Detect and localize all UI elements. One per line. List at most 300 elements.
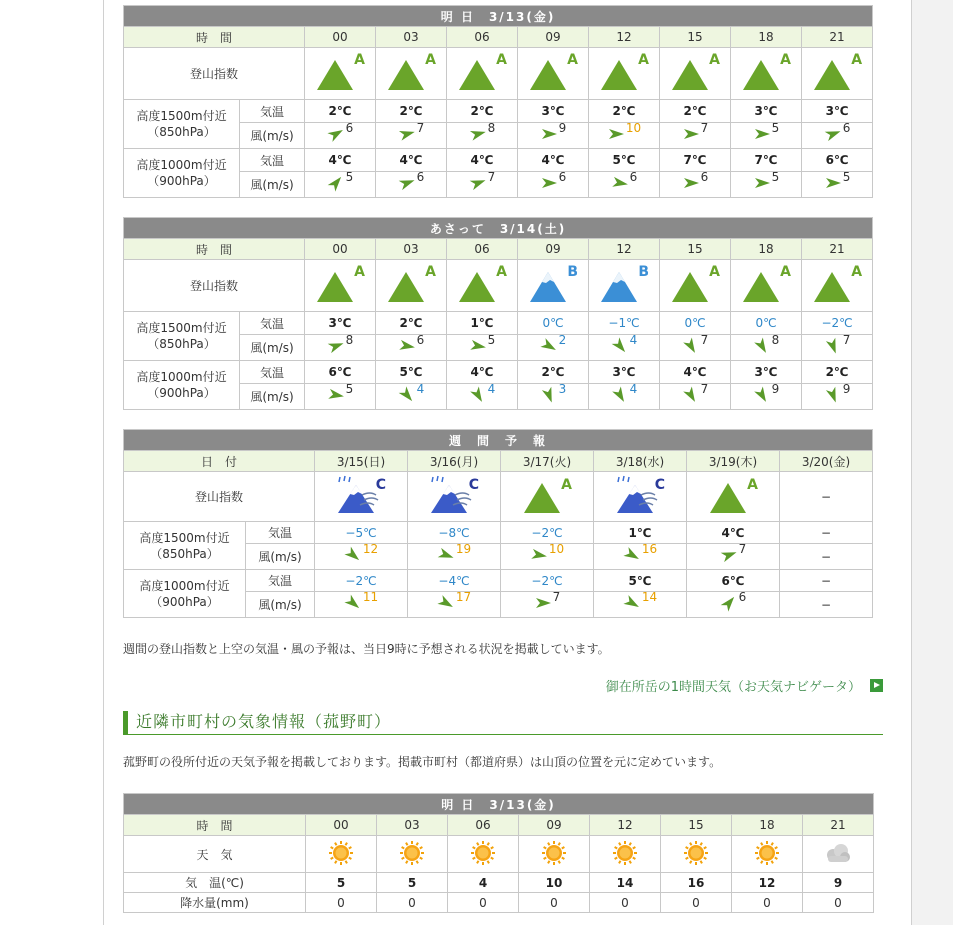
- wind-cell: [589, 172, 660, 198]
- wind-arrow-icon: [437, 594, 455, 612]
- time-cell: 09: [518, 27, 589, 48]
- time-cell: 00: [305, 239, 376, 260]
- time-cell: 12: [589, 239, 660, 260]
- altitude-label-line2: （850hPa）: [147, 125, 216, 139]
- wind-arrow-icon: [611, 174, 629, 192]
- index-row: [124, 48, 873, 100]
- wind-speed: 6: [345, 121, 354, 135]
- wind-value: [437, 590, 472, 612]
- wind-speed: 5: [345, 170, 354, 184]
- temp-1000-row: [124, 361, 873, 384]
- index-grade: B: [638, 264, 649, 280]
- wind-cell: [589, 123, 660, 149]
- wind-cell: [447, 123, 518, 149]
- temp-label: 気温: [246, 522, 315, 544]
- climbing-index: [315, 52, 365, 95]
- wind-speed: 6: [558, 170, 567, 184]
- wind-arrow-icon: [623, 546, 641, 564]
- wind-arrow-icon: [824, 337, 842, 355]
- wind-arrow-icon: [398, 337, 416, 355]
- wind-speed: 7: [738, 542, 747, 556]
- temp-cell: 5: [306, 873, 377, 893]
- time-cell: 09: [518, 239, 589, 260]
- wind-label: 風(m/s): [240, 172, 305, 198]
- wind-speed: 5: [487, 333, 496, 347]
- wind-value: [327, 121, 354, 143]
- wind-cell: [501, 544, 594, 570]
- index-cell: [447, 260, 518, 312]
- index-cell: [687, 472, 780, 522]
- wind-arrow-icon: [469, 337, 487, 355]
- climbing-index: [670, 52, 720, 95]
- altitude-label-line1: 高度1000m付近: [136, 158, 227, 172]
- temp-cell: 5: [377, 873, 448, 893]
- wind-cell: [802, 384, 873, 410]
- wind-value: [720, 542, 747, 564]
- wind-cell: [660, 172, 731, 198]
- temp-cell: 2℃: [447, 100, 518, 123]
- wind-label: 風(m/s): [246, 592, 315, 618]
- temp-cell: 2℃: [376, 312, 447, 335]
- time-label: 時 間: [124, 27, 305, 48]
- wind-value: [398, 333, 425, 355]
- temp-cell: −5℃: [315, 522, 408, 544]
- temp-cell: −2℃: [315, 570, 408, 592]
- wind-arrow-icon: [469, 174, 487, 192]
- altitude-label-line2: （850hPa）: [147, 337, 216, 351]
- temp-cell: 3℃: [802, 100, 873, 123]
- date-label: 日 付: [124, 451, 315, 472]
- index-row: [124, 472, 873, 522]
- wind-speed: 7: [700, 121, 709, 135]
- temp-1500-row: [124, 522, 873, 544]
- wind-value: [682, 382, 709, 404]
- temp-cell: 3℃: [589, 361, 660, 384]
- sun-icon: [753, 839, 781, 867]
- wind-speed: 8: [487, 121, 496, 135]
- wind-speed: 7: [700, 333, 709, 347]
- climbing-index: [741, 264, 791, 307]
- index-cell: [731, 48, 802, 100]
- index-grade: A: [638, 52, 649, 68]
- wind-cell: [594, 544, 687, 570]
- temp-cell: 4℃: [305, 149, 376, 172]
- wind-cell: [687, 592, 780, 618]
- wind-cell: [518, 123, 589, 149]
- sun-icon: [611, 839, 639, 867]
- table-title: 明 日 3/13(金): [124, 794, 874, 815]
- rain-cell: 0: [732, 893, 803, 913]
- climbing-index: [528, 52, 578, 95]
- temp-label: 気温: [246, 570, 315, 592]
- wind-label: 風(m/s): [246, 544, 315, 570]
- wind-arrow-icon: [469, 386, 487, 404]
- temp-cell: 5℃: [589, 149, 660, 172]
- rain-cell: 0: [803, 893, 874, 913]
- wind-value: [327, 333, 354, 355]
- temp-cell: 4℃: [376, 149, 447, 172]
- altitude-label-line1: 高度1000m付近: [139, 578, 230, 593]
- index-grade: A: [567, 52, 578, 68]
- index-grade: C: [375, 477, 386, 493]
- temp-label: 気温: [240, 100, 305, 123]
- climbing-index: [741, 52, 791, 95]
- temp-cell: 2℃: [589, 100, 660, 123]
- wind-cell: [305, 384, 376, 410]
- weather-cell: [448, 836, 519, 873]
- rain-cell: 0: [519, 893, 590, 913]
- temp-cell: 6℃: [305, 361, 376, 384]
- wind-cell: [687, 544, 780, 570]
- wind-cell: −: [780, 592, 873, 618]
- index-cell: [518, 48, 589, 100]
- wind-cell: [315, 544, 408, 570]
- wind-arrow-icon: [682, 174, 700, 192]
- weather-cell: [519, 836, 590, 873]
- wind-cell: [305, 123, 376, 149]
- wind-value: [437, 542, 472, 564]
- wind-arrow-icon: [469, 125, 487, 143]
- wind-cell: [802, 123, 873, 149]
- temp-cell: 4℃: [447, 361, 518, 384]
- wind-arrow-icon: [540, 125, 558, 143]
- sun-icon: [682, 839, 710, 867]
- temp-cell: −1℃: [589, 312, 660, 335]
- wind-label: 風(m/s): [240, 384, 305, 410]
- wind-value: [623, 590, 658, 612]
- town-forecast-table: [123, 793, 874, 913]
- wind-value: [824, 170, 851, 192]
- wind-arrow-icon: [437, 546, 455, 564]
- wind-cell: [731, 335, 802, 361]
- wind-speed: 11: [362, 590, 379, 604]
- temp-1500-row: [124, 312, 873, 335]
- wind-speed: 8: [345, 333, 354, 347]
- wind-cell: [518, 384, 589, 410]
- left-divider: [103, 0, 104, 925]
- altitude-label-line2: （850hPa）: [150, 546, 219, 561]
- date-cell: 3/20(金): [780, 451, 873, 472]
- weather-cell: [661, 836, 732, 873]
- wind-arrow-icon: [398, 125, 416, 143]
- wind-label: 風(m/s): [240, 123, 305, 149]
- climbing-index: [457, 52, 507, 95]
- cloud-icon: [824, 839, 852, 867]
- climbing-index: [386, 264, 436, 307]
- wind-cell: [408, 592, 501, 618]
- wind-speed: 9: [842, 382, 851, 396]
- wind-arrow-icon: [753, 174, 771, 192]
- altitude-label-line2: （900hPa）: [147, 386, 216, 400]
- time-cell: 09: [519, 815, 590, 836]
- index-grade: A: [354, 52, 365, 68]
- index-cell: [501, 472, 594, 522]
- wind-speed: 9: [771, 382, 780, 396]
- wind-value: [753, 121, 780, 143]
- day-after-forecast-table: [123, 217, 873, 410]
- wind-arrow-icon: [540, 386, 558, 404]
- wind-cell: −: [780, 544, 873, 570]
- wind-arrow-icon: [327, 386, 345, 404]
- time-cell: 15: [661, 815, 732, 836]
- wind-value: [534, 590, 561, 612]
- time-cell: 03: [376, 239, 447, 260]
- wind-arrow-icon: [327, 337, 345, 355]
- temp-label: 気温: [240, 312, 305, 335]
- temp-cell: 2℃: [305, 100, 376, 123]
- section-description: 菰野町の役所付近の天気予報を掲載しております。掲載市町村（都道府県）は山頂の位置を元に定めています。: [123, 755, 722, 769]
- climbing-index: [386, 52, 436, 95]
- wind-cell: [376, 123, 447, 149]
- wind-value: [682, 170, 709, 192]
- wind-value: [540, 382, 567, 404]
- temp-cell: 2℃: [802, 361, 873, 384]
- altitude-label-line1: 高度1500m付近: [136, 321, 227, 335]
- index-grade: A: [354, 264, 365, 280]
- wind-speed: 17: [455, 590, 472, 604]
- altitude-1000-label: [124, 570, 246, 618]
- time-cell: 00: [306, 815, 377, 836]
- wind-arrow-icon: [682, 125, 700, 143]
- wind-cell: [305, 172, 376, 198]
- hourly-weather-link-text[interactable]: 御在所岳の1時間天気（お天気ナビゲータ）: [605, 680, 861, 695]
- temp-cell: −2℃: [501, 570, 594, 592]
- rain-cell: 0: [306, 893, 377, 913]
- weekly-forecast-table: [123, 429, 873, 618]
- weather-row: [124, 836, 874, 873]
- wind-cell: [660, 384, 731, 410]
- temp-cell: 3℃: [731, 100, 802, 123]
- index-label: 登山指数: [124, 260, 305, 312]
- time-cell: 18: [732, 815, 803, 836]
- wind-value: [540, 333, 567, 355]
- wind-speed: 6: [416, 333, 425, 347]
- altitude-1500-label: [124, 312, 240, 361]
- altitude-1500-label: [124, 100, 240, 149]
- play-arrow-icon[interactable]: [870, 679, 883, 692]
- temp-cell: 7℃: [660, 149, 731, 172]
- wind-speed: 2: [558, 333, 567, 347]
- time-cell: 15: [660, 27, 731, 48]
- climbing-index: [457, 264, 507, 307]
- time-label: 時 間: [124, 239, 305, 260]
- wind-arrow-icon: [611, 337, 629, 355]
- wind-cell: [731, 123, 802, 149]
- table-title: あさって 3/14(土): [124, 218, 873, 239]
- wind-value: [611, 333, 638, 355]
- index-cell: [731, 260, 802, 312]
- temp-cell: 0℃: [518, 312, 589, 335]
- temp-cell: 9: [803, 873, 874, 893]
- wind-arrow-icon: [540, 337, 558, 355]
- wind-speed: 5: [771, 170, 780, 184]
- index-cell: [660, 260, 731, 312]
- wind-value: [327, 170, 354, 192]
- wind-arrow-icon: [682, 337, 700, 355]
- altitude-1500-label: [124, 522, 246, 570]
- temp-label: 気温: [240, 361, 305, 384]
- weather-label: 天 気: [124, 836, 306, 873]
- time-cell: 18: [731, 239, 802, 260]
- wind-arrow-icon: [824, 386, 842, 404]
- wind-speed: 10: [548, 542, 565, 556]
- wind-value: [469, 121, 496, 143]
- wind-value: [611, 382, 638, 404]
- climbing-index: [708, 475, 758, 518]
- wind-speed: 12: [362, 542, 379, 556]
- temp-cell: 3℃: [518, 100, 589, 123]
- wind-arrow-icon: [682, 386, 700, 404]
- temp-label: 気温: [240, 149, 305, 172]
- index-grade: C: [468, 477, 479, 493]
- time-cell: 06: [447, 239, 518, 260]
- temp-cell: 4℃: [518, 149, 589, 172]
- wind-arrow-icon: [753, 386, 771, 404]
- time-cell: 18: [731, 27, 802, 48]
- wind-arrow-icon: [753, 125, 771, 143]
- wind-speed: 5: [345, 382, 354, 396]
- wind-speed: 9: [558, 121, 567, 135]
- wind-value: [753, 382, 780, 404]
- wind-value: [398, 382, 425, 404]
- time-cell: 12: [589, 27, 660, 48]
- rain-cell: 0: [661, 893, 732, 913]
- wind-value: [469, 170, 496, 192]
- climbing-index: [615, 475, 665, 518]
- wind-value: [469, 382, 496, 404]
- wind-speed: 6: [629, 170, 638, 184]
- wind-value: [540, 121, 567, 143]
- wind-speed: 7: [552, 590, 561, 604]
- wind-cell: [376, 335, 447, 361]
- hourly-weather-link[interactable]: [606, 676, 883, 695]
- index-grade: A: [851, 264, 863, 280]
- index-cell: [376, 260, 447, 312]
- temp-cell: 4: [448, 873, 519, 893]
- wind-speed: 6: [416, 170, 425, 184]
- time-cell: 21: [802, 239, 873, 260]
- climbing-index: [812, 52, 862, 95]
- wind-speed: 6: [738, 590, 747, 604]
- wind-speed: 7: [842, 333, 851, 347]
- altitude-label-line1: 高度1500m付近: [139, 530, 230, 545]
- wind-speed: 7: [416, 121, 425, 135]
- climbing-index: [812, 264, 862, 307]
- index-grade: A: [496, 52, 507, 68]
- wind-arrow-icon: [398, 174, 416, 192]
- index-cell: [802, 260, 873, 312]
- wind-speed: 19: [455, 542, 472, 556]
- time-cell: 21: [803, 815, 874, 836]
- index-cell: [447, 48, 518, 100]
- temp-cell: −4℃: [408, 570, 501, 592]
- wind-cell: [447, 335, 518, 361]
- rain-row: [124, 893, 874, 913]
- index-cell: [305, 48, 376, 100]
- climbing-index: [670, 264, 720, 307]
- temp-cell: 5℃: [376, 361, 447, 384]
- altitude-1000-label: [124, 361, 240, 410]
- wind-speed: 8: [771, 333, 780, 347]
- wind-cell: [731, 172, 802, 198]
- date-cell: 3/19(木): [687, 451, 780, 472]
- wind-cell: [305, 335, 376, 361]
- climbing-index: [315, 264, 365, 307]
- index-grade: C: [654, 477, 665, 493]
- sun-icon: [469, 839, 497, 867]
- wind-arrow-icon: [753, 337, 771, 355]
- index-cell: [376, 48, 447, 100]
- index-grade: A: [780, 52, 791, 68]
- wind-value: [824, 333, 851, 355]
- wind-arrow-icon: [530, 546, 548, 564]
- temp-cell: −: [780, 522, 873, 544]
- tomorrow-forecast: [123, 5, 873, 198]
- wind-speed: 14: [641, 590, 658, 604]
- wind-cell: [501, 592, 594, 618]
- wind-value: [682, 121, 709, 143]
- time-cell: 21: [802, 27, 873, 48]
- wind-value: [720, 590, 747, 612]
- time-cell: 06: [447, 27, 518, 48]
- wind-cell: [660, 123, 731, 149]
- temp-cell: 4℃: [660, 361, 731, 384]
- temp-cell: 1℃: [594, 522, 687, 544]
- index-cell: −: [780, 472, 873, 522]
- wind-cell: [589, 335, 660, 361]
- wind-arrow-icon: [720, 594, 738, 612]
- index-cell: [589, 48, 660, 100]
- time-cell: 15: [660, 239, 731, 260]
- temp-row: [124, 873, 874, 893]
- index-cell: [594, 472, 687, 522]
- date-cell: 3/15(日): [315, 451, 408, 472]
- wind-speed: 4: [416, 382, 425, 396]
- climbing-index: [429, 475, 479, 518]
- climbing-index: [528, 264, 578, 307]
- index-cell: [589, 260, 660, 312]
- time-cell: 06: [448, 815, 519, 836]
- temp-cell: 6℃: [802, 149, 873, 172]
- wind-arrow-icon: [344, 594, 362, 612]
- index-label: 登山指数: [124, 48, 305, 100]
- temp-cell: 0℃: [731, 312, 802, 335]
- temp-cell: 0℃: [660, 312, 731, 335]
- index-cell: [408, 472, 501, 522]
- temp-cell: 4℃: [687, 522, 780, 544]
- temp-label: 気 温(℃): [124, 873, 306, 893]
- temp-1000-row: [124, 570, 873, 592]
- wind-cell: [802, 172, 873, 198]
- right-sidebar: [912, 0, 953, 925]
- altitude-label-line1: 高度1500m付近: [136, 109, 227, 123]
- wind-arrow-icon: [398, 386, 416, 404]
- time-cell: 00: [305, 27, 376, 48]
- wind-value: [398, 121, 425, 143]
- wind-arrow-icon: [607, 125, 625, 143]
- temp-1000-row: [124, 149, 873, 172]
- wind-cell: [518, 172, 589, 198]
- wind-speed: 4: [487, 382, 496, 396]
- time-cell: 03: [376, 27, 447, 48]
- wind-cell: [447, 384, 518, 410]
- temp-cell: 10: [519, 873, 590, 893]
- wind-arrow-icon: [720, 546, 738, 564]
- weather-cell: [377, 836, 448, 873]
- weekly-note: 週間の登山指数と上空の気温・風の予報は、当日9時に予想される状況を掲載しています。: [123, 642, 610, 656]
- temp-1500-row: [124, 100, 873, 123]
- wind-speed: 6: [700, 170, 709, 184]
